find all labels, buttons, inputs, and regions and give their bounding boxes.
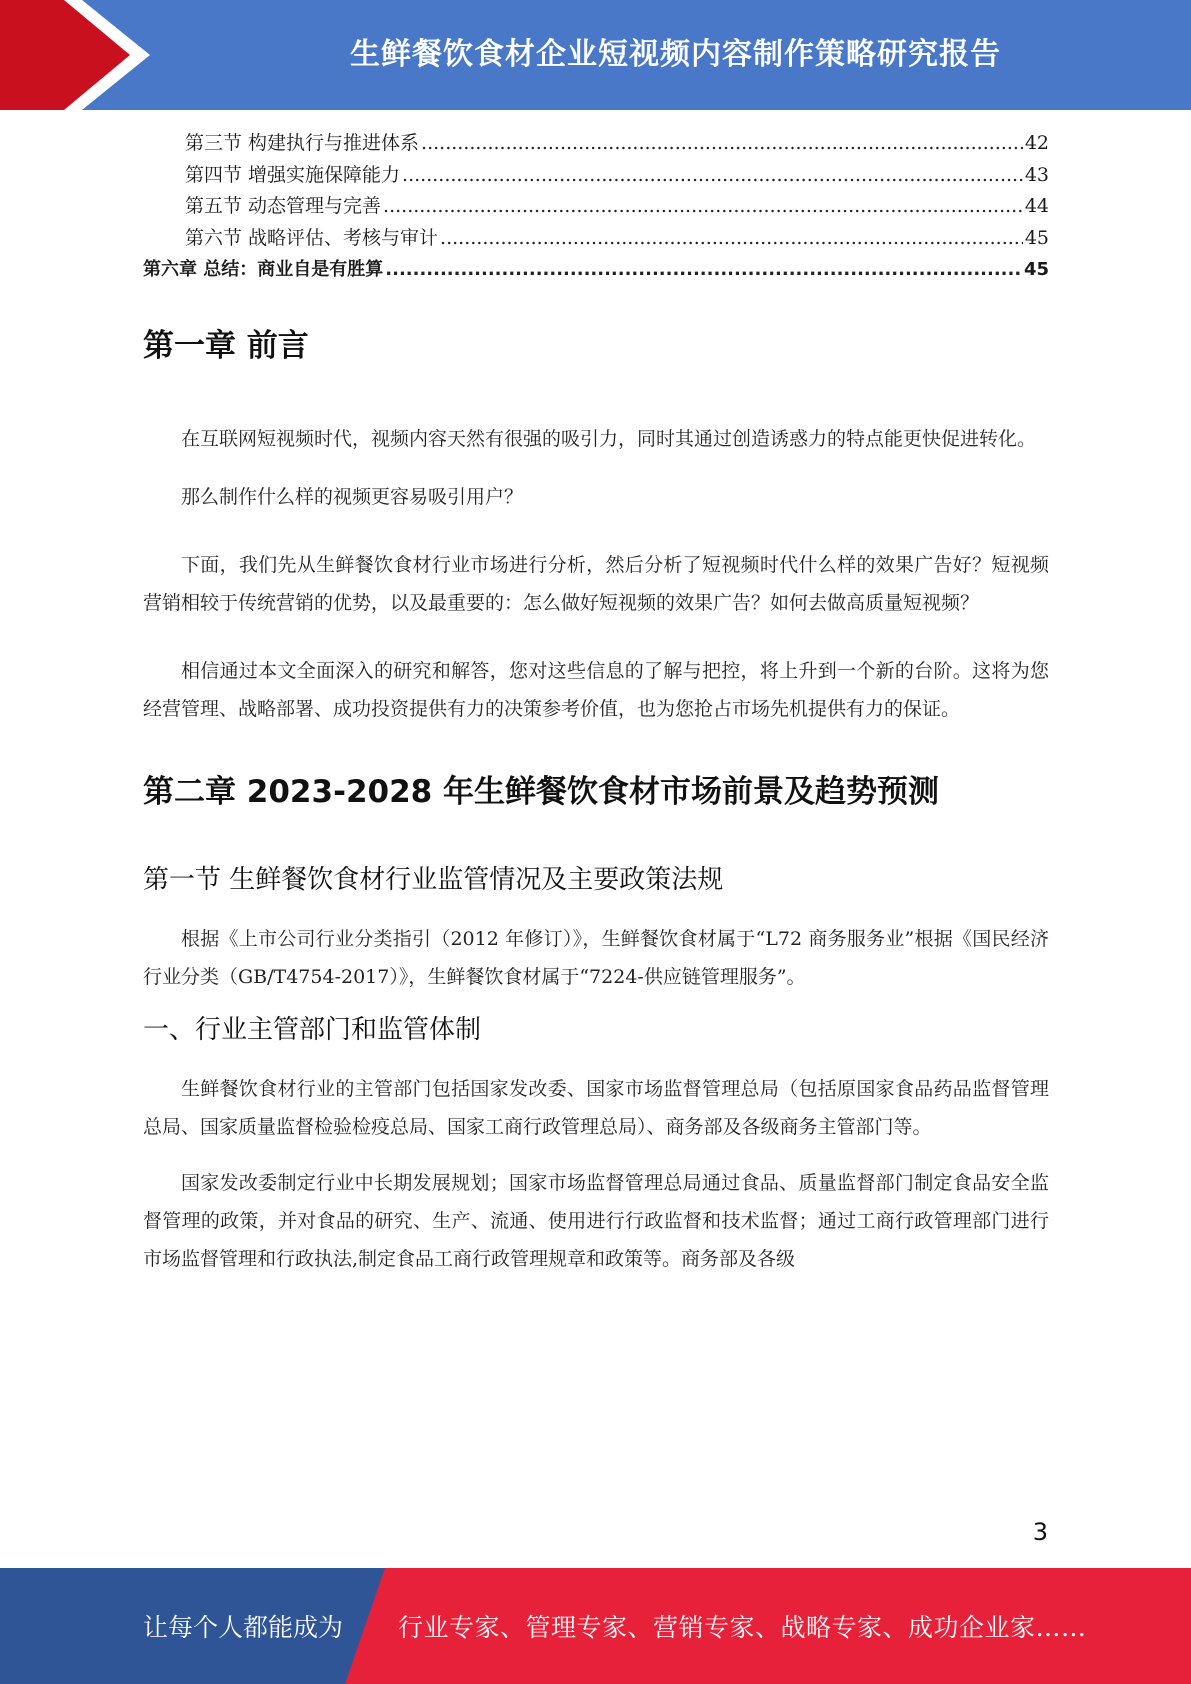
- toc-entry-page: 43: [1024, 163, 1049, 186]
- section-heading: 第一节 生鲜餐饮食材行业监管情况及主要政策法规: [143, 865, 724, 895]
- page-number: 3: [1032, 1518, 1048, 1546]
- toc-entry-page: 45: [1024, 226, 1049, 249]
- paragraph: 根据《上市公司行业分类指引（2012 年修订）》，生鲜餐饮食材属于“L72 商务服务业”根据《国民经济行业分类（GB/T4754-2017）》，生鲜餐饮食材属于“7224-供应链管理服务”。: [143, 928, 1049, 988]
- toc-leader-dots: [383, 191, 1023, 223]
- table-of-contents: [143, 128, 1049, 286]
- paragraph: 在互联网短视频时代，视频内容天然有很强的吸引力，同时其通过创造诱惑力的特点能更快促进转化。: [181, 428, 1037, 450]
- toc-entry[interactable]: [143, 128, 1049, 160]
- footer-slogan-lead: 让每个人都能成为: [143, 1613, 344, 1642]
- toc-entry-page: 42: [1024, 132, 1049, 154]
- paragraph: 生鲜餐饮食材行业的主管部门包括国家发改委、国家市场监督管理总局（包括原国家食品药品监督管理总局、国家质量监督检验检疫总局、国家工商行政管理总局）、商务部及各级商务主管部门等。: [143, 1078, 1049, 1138]
- toc-leader-dots: [421, 128, 1023, 160]
- footer-slogan-roles: 行业专家、管理专家、营销专家、战略专家、成功企业家……: [398, 1613, 1087, 1642]
- page-footer: [0, 1568, 1191, 1684]
- paragraph: 下面，我们先从生鲜餐饮食材行业市场进行分析，然后分析了短视频时代什么样的效果广告好？短视频营销相较于传统营销的优势，以及最重要的：怎么做好短视频的效果广告？如何去做高质量短视频？: [143, 554, 1049, 614]
- toc-entry[interactable]: [143, 223, 1049, 255]
- header-chevron-decoration: [0, 0, 160, 110]
- paragraph: 那么制作什么样的视频更容易吸引用户？: [181, 486, 524, 508]
- toc-leader-dots: [385, 254, 1022, 286]
- paragraph: 相信通过本文全面深入的研究和解答，您对这些信息的了解与把控，将上升到一个新的台阶。这将为您经营管理、战略部署、成功投资提供有力的决策参考价值，也为您抢占市场先机提供有力的保证。: [143, 660, 1049, 720]
- toc-entry-page: 45: [1023, 259, 1049, 280]
- toc-entry[interactable]: [143, 160, 1049, 192]
- document-title: 生鲜餐饮食材企业短视频内容制作策略研究报告: [350, 37, 1001, 72]
- paragraph: 国家发改委制定行业中长期发展规划；国家市场监督管理总局通过食品、质量监督部门制定食品安全监督管理的政策，并对食品的研究、生产、流通、使用进行行政监督和技术监督；通过工商行政管理部门进行市场监督管理和行政执法,制定食品工商行政管理规章和政策等。商务部及各级: [143, 1172, 1049, 1270]
- toc-leader-dots: [402, 160, 1023, 192]
- chapter-heading: 第二章 2023-2028 年生鲜餐饮食材市场前景及趋势预测: [143, 774, 940, 810]
- toc-entry-label: 第五节 动态管理与完善: [185, 195, 382, 217]
- chapter-heading: 第一章 前言: [143, 328, 309, 364]
- page-header: [0, 0, 1191, 110]
- toc-entry-label: 第六节 战略评估、考核与审计: [185, 226, 439, 249]
- toc-chapter-entry[interactable]: [143, 254, 1049, 286]
- subsection-heading: 一、行业主管部门和监管体制: [143, 1015, 482, 1045]
- toc-leader-dots: [440, 223, 1023, 255]
- toc-entry-label: 第三节 构建执行与推进体系: [185, 132, 420, 154]
- toc-entry-page: 44: [1024, 195, 1049, 217]
- document-body: [143, 320, 1049, 1278]
- toc-entry-label: 第四节 增强实施保障能力: [185, 163, 401, 186]
- toc-entry-label: 第六章 总结：商业自是有胜算: [143, 259, 384, 280]
- toc-entry[interactable]: [143, 191, 1049, 223]
